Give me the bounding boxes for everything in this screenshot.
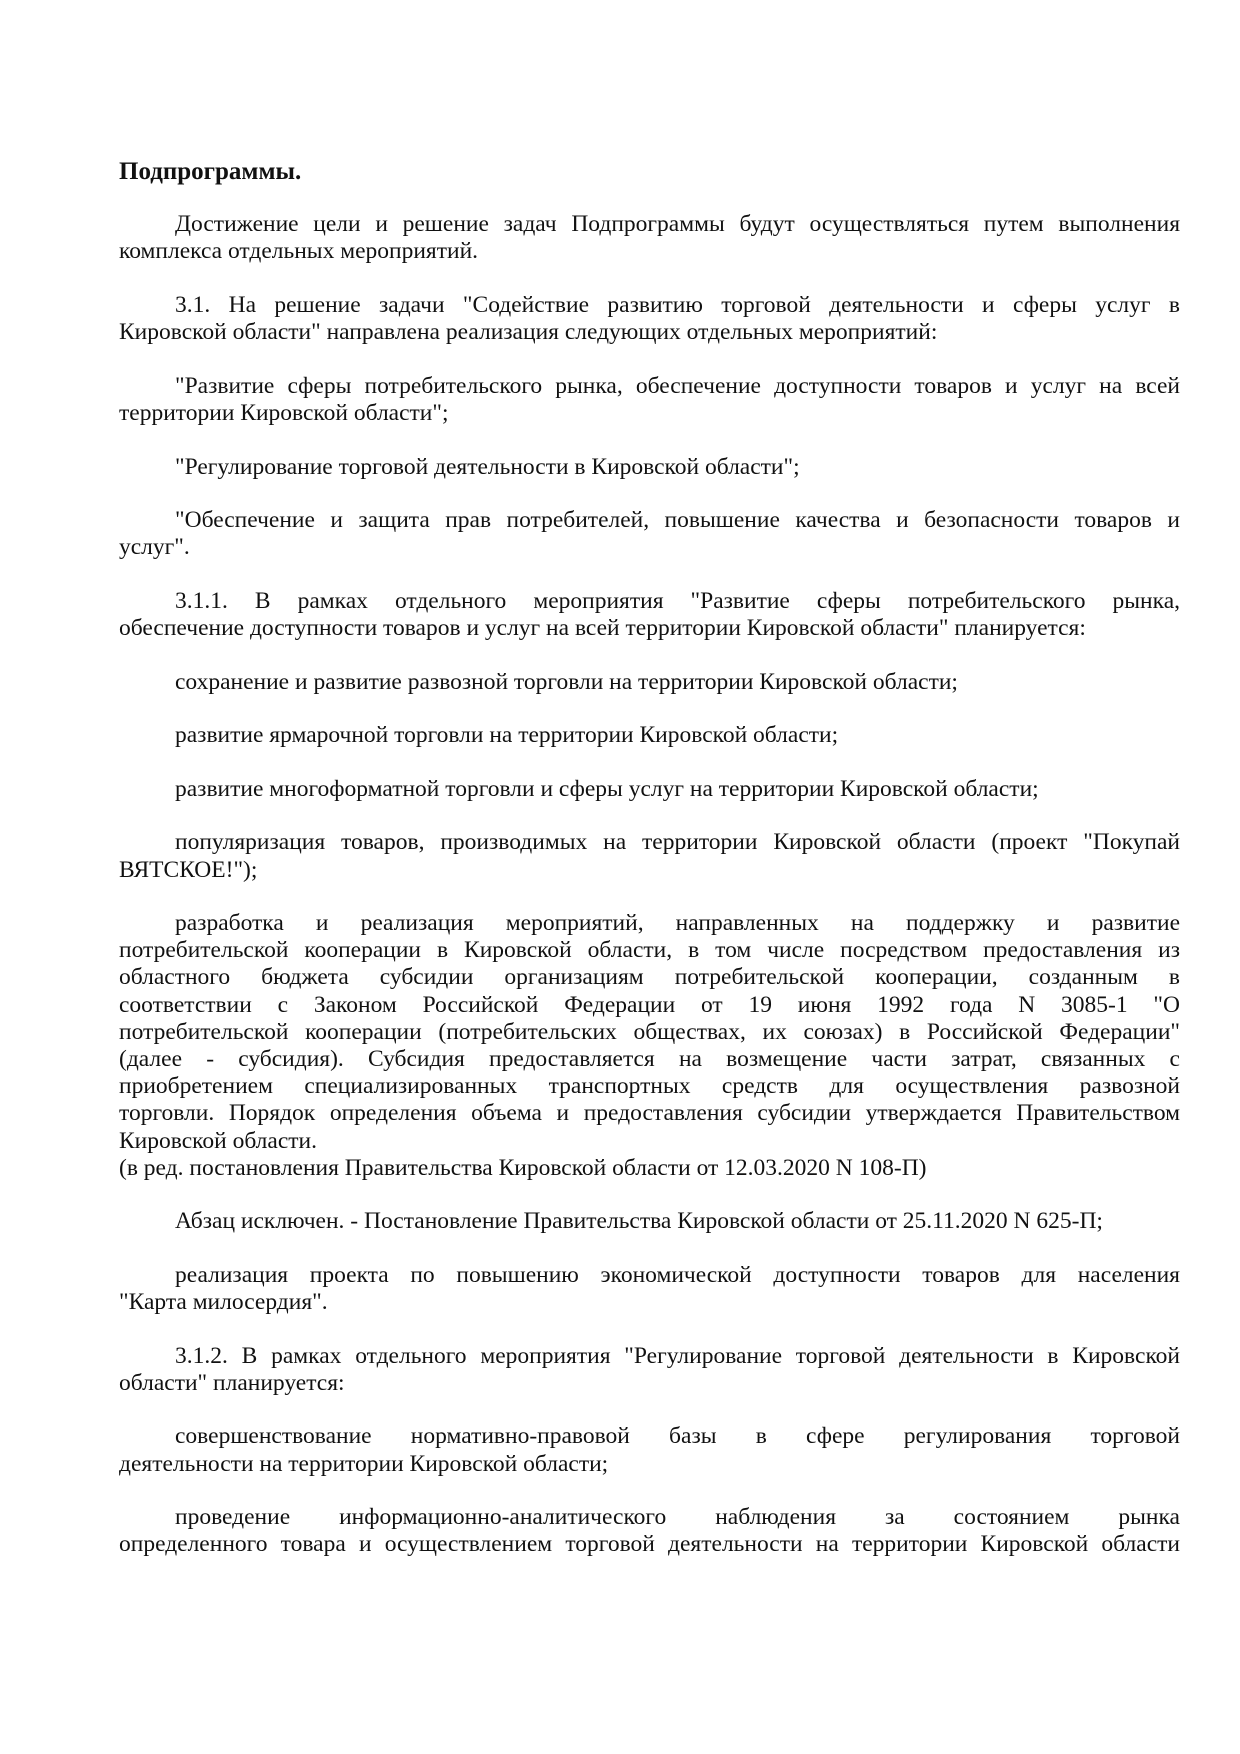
paragraph-line: реализация проекта по повышению экономической доступности товаров для населения: [175, 1261, 1180, 1288]
paragraph-line: 3.1. На решение задачи "Содействие развитию торговой деятельности и сферы услуг в: [175, 291, 1180, 318]
paragraph-line: 3.1.1. В рамках отдельного мероприятия "Развитие сферы потребительского рынка,: [175, 587, 1180, 614]
paragraph-line: разработка и реализация мероприятий, направленных на поддержку и развитие: [175, 910, 1180, 937]
paragraph-line: развитие многоформатной торговли и сферы услуг на территории Кировской области;: [175, 775, 1039, 802]
paragraph-line: услуг".: [119, 534, 190, 561]
paragraph-line: "Развитие сферы потребительского рынка, обеспечение доступности товаров и услуг на всей: [175, 372, 1180, 399]
paragraph-line: Кировской области" направлена реализация следующих отдельных мероприятий:: [119, 319, 938, 346]
paragraph-line: определенного товара и осуществлением торговой деятельности на территории Кировской области: [119, 1531, 1180, 1558]
paragraph-line: обеспечение доступности товаров и услуг на всей территории Кировской области" планируется:: [119, 615, 1086, 642]
paragraph-line: развитие ярмарочной торговли на территории Кировской области;: [175, 722, 839, 749]
paragraph: [119, 829, 1180, 883]
paragraph-line: Кировской области.: [119, 1127, 317, 1154]
paragraph: [119, 1504, 1180, 1558]
paragraph-line: потребительской кооперации в Кировской области, в том числе посредством предоставления из: [119, 937, 1180, 964]
paragraph: [119, 588, 1180, 642]
paragraph-line: приобретением специализированных транспортных средств для осуществления развозной: [119, 1073, 1180, 1100]
paragraph: [119, 454, 1180, 481]
amendment-note: [119, 1155, 1180, 1182]
paragraph-line: "Регулирование торговой деятельности в Кировской области";: [175, 453, 800, 480]
paragraph-line: территории Кировской области";: [119, 399, 449, 426]
paragraph-line: 3.1.2. В рамках отдельного мероприятия "Регулирование торговой деятельности в Кировской: [175, 1342, 1180, 1369]
paragraph-line: (далее - субсидия). Субсидия предоставляется на возмещение части затрат, связанных с: [119, 1046, 1180, 1073]
paragraph: [119, 292, 1180, 346]
paragraph: [119, 669, 1180, 696]
paragraph: [119, 373, 1180, 427]
paragraph-line: сохранение и развитие развозной торговли на территории Кировской области;: [175, 668, 958, 695]
section-title: Подпрограммы.: [119, 158, 302, 185]
paragraph: [119, 1208, 1180, 1235]
paragraph-line: области" планируется:: [119, 1369, 345, 1396]
document-page: [119, 158, 1180, 1585]
paragraph-line: потребительской кооперации (потребительских обществах, их союзах) в Российской Федерации": [119, 1018, 1180, 1045]
paragraph-line: популяризация товаров, производимых на территории Кировской области (проект "Покупай: [175, 829, 1180, 856]
paragraph-line: (в ред. постановления Правительства Кировской области от 12.03.2020 N 108-П): [119, 1154, 927, 1181]
paragraph-line: ВЯТСКОЕ!");: [119, 856, 258, 883]
paragraph: [119, 776, 1180, 803]
paragraph: [119, 910, 1180, 1155]
paragraph-line: соответствии с Законом Российской Федерации от 19 июня 1992 года N 3085-1 "О: [119, 991, 1180, 1018]
paragraph: [119, 1423, 1180, 1477]
paragraph: [119, 1343, 1180, 1397]
paragraph-line: "Карта милосердия".: [119, 1289, 328, 1316]
paragraph: [119, 507, 1180, 561]
paragraph-line: торговли. Порядок определения объема и предоставления субсидии утверждается Правительством: [119, 1100, 1180, 1127]
document-body: [119, 211, 1180, 1558]
paragraph-line: "Обеспечение и защита прав потребителей, повышение качества и безопасности товаров и: [175, 507, 1180, 534]
paragraph-line: Абзац исключен. - Постановление Правительства Кировской области от 25.11.2020 N 625-П;: [175, 1208, 1103, 1235]
paragraph: [119, 211, 1180, 265]
paragraph-line: совершенствование нормативно-правовой базы в сфере регулирования торговой: [175, 1423, 1180, 1450]
paragraph-line: областного бюджета субсидии организациям потребительской кооперации, созданным в: [119, 964, 1180, 991]
paragraph: [119, 1262, 1180, 1316]
paragraph-line: деятельности на территории Кировской области;: [119, 1450, 609, 1477]
paragraph: [119, 722, 1180, 749]
paragraph-line: Достижение цели и решение задач Подпрограммы будут осуществляться путем выполнения: [175, 211, 1180, 238]
paragraph-line: комплекса отдельных мероприятий.: [119, 238, 479, 265]
paragraph-line: проведение информационно-аналитического наблюдения за состоянием рынка: [175, 1504, 1180, 1531]
